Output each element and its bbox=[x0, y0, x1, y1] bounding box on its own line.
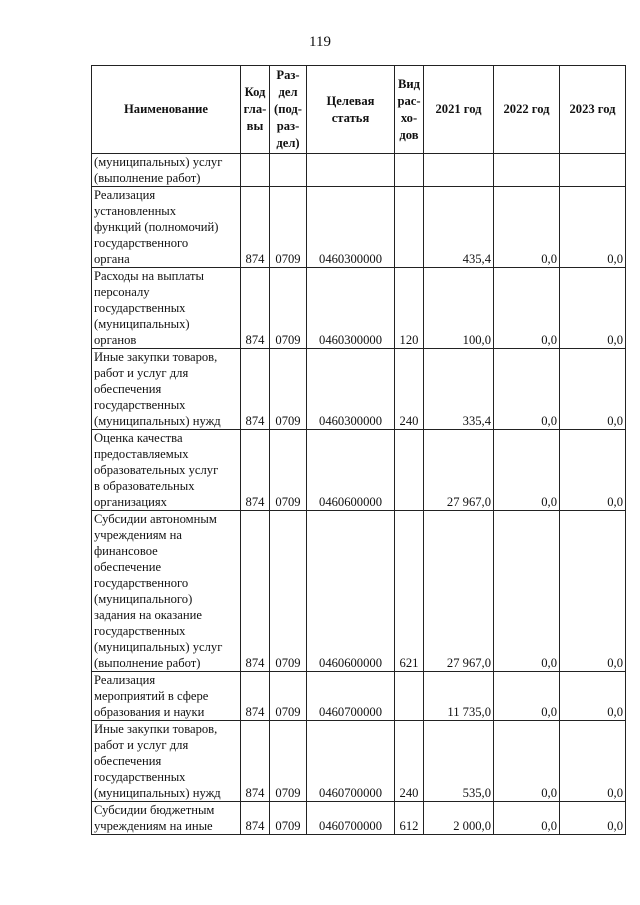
row-target-article: 0460600000 bbox=[307, 511, 395, 672]
row-target-article: 0460700000 bbox=[307, 672, 395, 721]
header-target-article: Целевая статья bbox=[307, 66, 395, 154]
row-value-2022 bbox=[494, 154, 560, 187]
row-name: Реализация установленных функций (полномочий) государственного органа bbox=[92, 187, 241, 268]
header-section: Раз- дел (под- раз- дел) bbox=[270, 66, 307, 154]
row-chapter-code: 874 bbox=[241, 187, 270, 268]
row-value-2023 bbox=[560, 154, 626, 187]
row-target-article: 0460300000 bbox=[307, 268, 395, 349]
row-expense-type: 621 bbox=[395, 511, 424, 672]
row-section: 0709 bbox=[270, 430, 307, 511]
row-expense-type bbox=[395, 672, 424, 721]
row-chapter-code: 874 bbox=[241, 511, 270, 672]
table-row bbox=[92, 802, 626, 835]
header-2021: 2021 год bbox=[424, 66, 494, 154]
row-expense-type: 240 bbox=[395, 721, 424, 802]
row-target-article: 0460600000 bbox=[307, 430, 395, 511]
row-expense-type bbox=[395, 187, 424, 268]
row-value-2023: 0,0 bbox=[560, 268, 626, 349]
row-chapter-code: 874 bbox=[241, 349, 270, 430]
row-name: Расходы на выплаты персоналу государственных (муниципальных) органов bbox=[92, 268, 241, 349]
row-expense-type bbox=[395, 154, 424, 187]
table-row bbox=[92, 721, 626, 802]
table-row bbox=[92, 430, 626, 511]
row-value-2023: 0,0 bbox=[560, 802, 626, 835]
row-chapter-code: 874 bbox=[241, 430, 270, 511]
row-value-2023: 0,0 bbox=[560, 511, 626, 672]
row-name: Субсидии бюджетным учреждениям на иные bbox=[92, 802, 241, 835]
table-row bbox=[92, 511, 626, 672]
row-section bbox=[270, 154, 307, 187]
row-section: 0709 bbox=[270, 672, 307, 721]
header-name: Наименование bbox=[92, 66, 241, 154]
row-expense-type: 240 bbox=[395, 349, 424, 430]
row-value-2021: 535,0 bbox=[424, 721, 494, 802]
row-value-2021 bbox=[424, 154, 494, 187]
row-value-2022: 0,0 bbox=[494, 511, 560, 672]
row-value-2022: 0,0 bbox=[494, 721, 560, 802]
row-section: 0709 bbox=[270, 187, 307, 268]
row-value-2021: 27 967,0 bbox=[424, 511, 494, 672]
row-target-article: 0460700000 bbox=[307, 721, 395, 802]
row-chapter-code: 874 bbox=[241, 268, 270, 349]
row-expense-type: 612 bbox=[395, 802, 424, 835]
row-value-2021: 2 000,0 bbox=[424, 802, 494, 835]
row-value-2023: 0,0 bbox=[560, 187, 626, 268]
row-value-2022: 0,0 bbox=[494, 187, 560, 268]
table-row bbox=[92, 672, 626, 721]
row-value-2023: 0,0 bbox=[560, 672, 626, 721]
row-value-2022: 0,0 bbox=[494, 430, 560, 511]
row-value-2021: 100,0 bbox=[424, 268, 494, 349]
header-2022: 2022 год bbox=[494, 66, 560, 154]
row-section: 0709 bbox=[270, 721, 307, 802]
row-target-article: 0460300000 bbox=[307, 349, 395, 430]
header-2023: 2023 год bbox=[560, 66, 626, 154]
row-value-2022: 0,0 bbox=[494, 268, 560, 349]
row-value-2021: 435,4 bbox=[424, 187, 494, 268]
row-value-2021: 11 735,0 bbox=[424, 672, 494, 721]
table-row bbox=[92, 349, 626, 430]
table-row bbox=[92, 268, 626, 349]
row-chapter-code: 874 bbox=[241, 721, 270, 802]
row-chapter-code: 874 bbox=[241, 672, 270, 721]
row-chapter-code: 874 bbox=[241, 802, 270, 835]
row-value-2021: 27 967,0 bbox=[424, 430, 494, 511]
row-target-article: 0460700000 bbox=[307, 802, 395, 835]
row-section: 0709 bbox=[270, 349, 307, 430]
row-value-2023: 0,0 bbox=[560, 349, 626, 430]
row-expense-type: 120 bbox=[395, 268, 424, 349]
row-target-article bbox=[307, 154, 395, 187]
row-value-2022: 0,0 bbox=[494, 349, 560, 430]
row-name: Оценка качества предоставляемых образовательных услуг в образовательных организациях bbox=[92, 430, 241, 511]
table-row bbox=[92, 187, 626, 268]
row-value-2023: 0,0 bbox=[560, 721, 626, 802]
row-target-article: 0460300000 bbox=[307, 187, 395, 268]
budget-table bbox=[91, 65, 626, 835]
row-section: 0709 bbox=[270, 511, 307, 672]
row-chapter-code bbox=[241, 154, 270, 187]
header-expense-type: Вид рас- хо- дов bbox=[395, 66, 424, 154]
row-name: Иные закупки товаров, работ и услуг для обеспечения государственных (муниципальных) нужд bbox=[92, 349, 241, 430]
row-name: Реализация мероприятий в сфере образования и науки bbox=[92, 672, 241, 721]
table-header-row bbox=[92, 66, 626, 154]
table-row bbox=[92, 154, 626, 187]
row-section: 0709 bbox=[270, 802, 307, 835]
row-value-2022: 0,0 bbox=[494, 802, 560, 835]
header-chapter-code: Код гла- вы bbox=[241, 66, 270, 154]
row-value-2021: 335,4 bbox=[424, 349, 494, 430]
row-expense-type bbox=[395, 430, 424, 511]
row-value-2023: 0,0 bbox=[560, 430, 626, 511]
row-section: 0709 bbox=[270, 268, 307, 349]
row-name: (муниципальных) услуг (выполнение работ) bbox=[92, 154, 241, 187]
row-name: Иные закупки товаров, работ и услуг для обеспечения государственных (муниципальных) нужд bbox=[92, 721, 241, 802]
page-number: 119 bbox=[309, 34, 331, 50]
row-value-2022: 0,0 bbox=[494, 672, 560, 721]
row-name: Субсидии автономным учреждениям на финансовое обеспечение государственного (муниципального) задания на оказание государственных (муниципальных) услуг (выполнение работ) bbox=[92, 511, 241, 672]
